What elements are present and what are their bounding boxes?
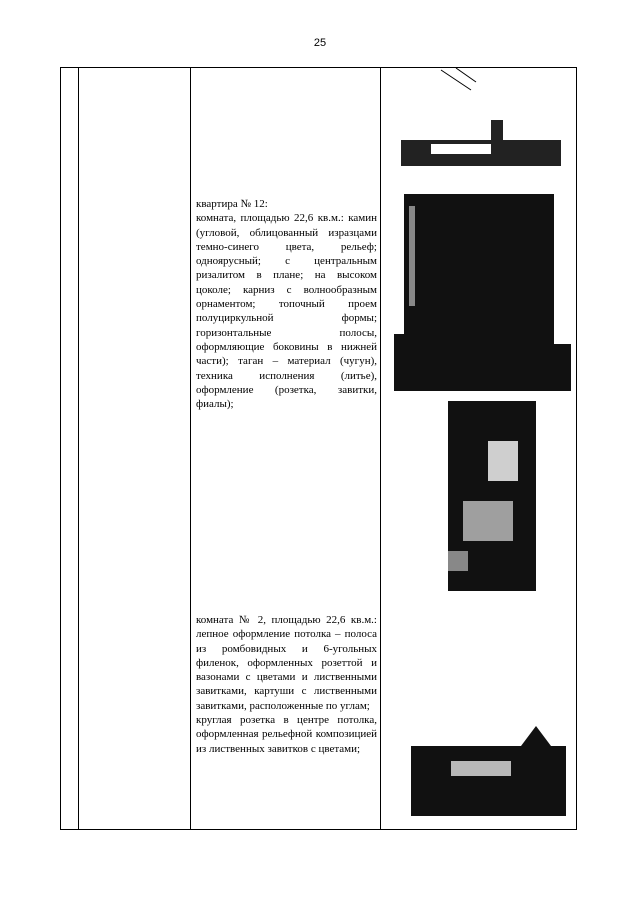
ceiling-text: комната № 2, площадью 22,6 кв.м.: лепное оформление потолка – полоса из ромбовидных и 6-угольных филенок, оформленных розеттой и вазонами с цветами и лиственными завитками, картуши с лиственными завитками, расположенные по углам; bbox=[196, 614, 377, 712]
rosette-text: круглая розетка в центре потолка, оформленная рельефной композицией из лиственных завитков с цветами; bbox=[196, 714, 377, 755]
photo-ceiling-rosette bbox=[411, 726, 566, 816]
photo-firebox-grate bbox=[448, 401, 536, 591]
column-divider bbox=[380, 68, 381, 829]
apartment-heading: квартира № 12: bbox=[196, 198, 268, 210]
fireplace-text: комната, площадью 22,6 кв.м.: камин (угловой, облицованный изразцами темно-синего цвета, рельеф; одноярусный; с центральным ризалитом в плане; на высоком цоколе; карниз с волнообразным орнаментом; топочный проем полуциркульной формы; горизонтальные полосы, оформляющие боковины в нижней части); таган – материал (чугун), техника исполнения (литье), оформление (розетка, завитки, фиалы); bbox=[196, 212, 377, 411]
entry-ceiling-description bbox=[196, 613, 377, 756]
column-divider bbox=[190, 68, 191, 829]
photo-mantel-detail bbox=[401, 120, 566, 168]
photo-fireplace bbox=[394, 186, 571, 391]
column-divider bbox=[78, 68, 79, 829]
monument-table bbox=[60, 67, 577, 830]
photo-fragment-lines bbox=[436, 68, 486, 98]
entry-fireplace-description bbox=[196, 197, 377, 411]
page-number: 25 bbox=[313, 37, 327, 49]
